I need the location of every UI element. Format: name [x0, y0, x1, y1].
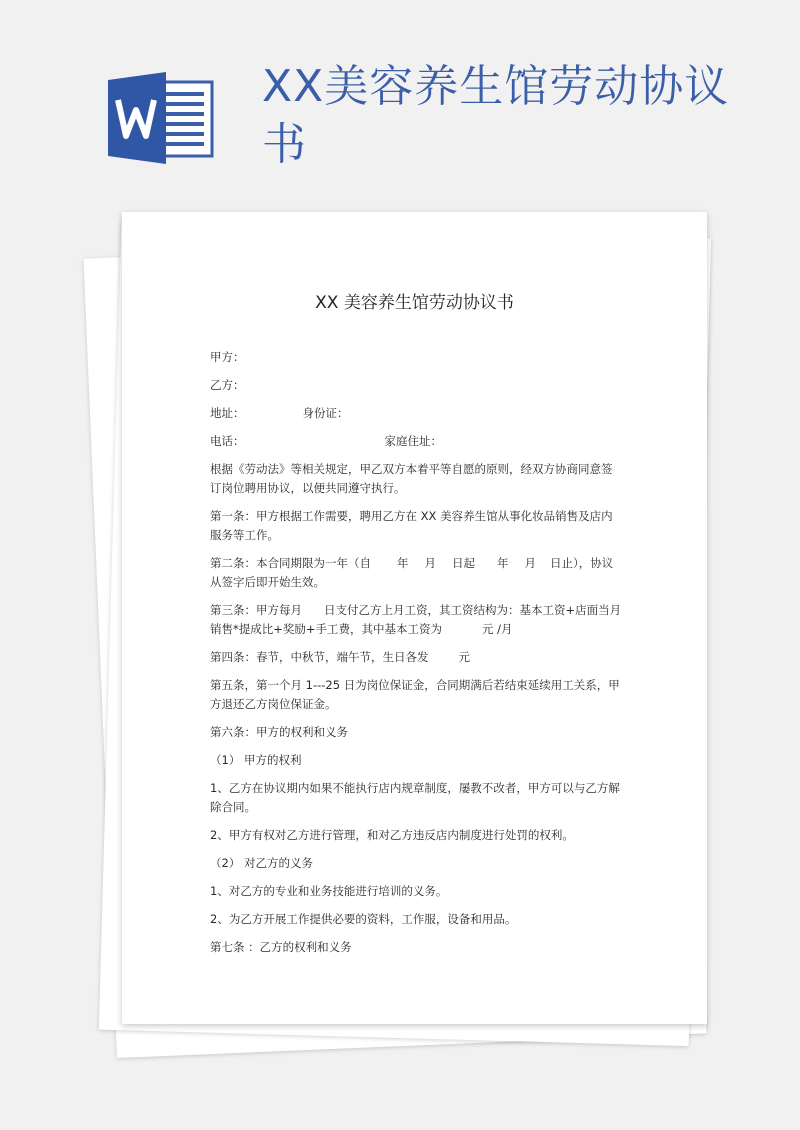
article-3-part: 元 /月 [482, 622, 513, 636]
id-card-label: 身份证： [302, 406, 349, 420]
article-6-section-2: （2） 对乙方的义务 [210, 856, 313, 870]
article-6-section-1: （1） 甲方的权利 [210, 753, 302, 767]
word-document-icon [108, 72, 216, 164]
article-3-part: 日支付乙方上月工资，其工资结构为：基本工资+店面当月销售*提成比+奖励+手工费，其中基本工资为 [210, 603, 622, 636]
article-2-part: 月 [524, 556, 536, 570]
article-2-part: 月 [424, 556, 436, 570]
article-6-item: 1、乙方在协议期内如果不能执行店内规章制度，屡教不改者，甲方可以与乙方解除合同。 [210, 781, 620, 814]
home-address-label: 家庭住址： [384, 434, 442, 448]
intro-paragraph: 根据《劳动法》等相关规定，甲乙双方本着平等自愿的原则，经双方协商同意签订岗位聘用协议，以便共同遵守执行。 [210, 462, 613, 495]
phone-line [210, 432, 622, 451]
article-4-part: 第四条：春节，中秋节，端午节，生日各发 [210, 650, 429, 664]
document-body [210, 348, 622, 966]
article-2-part: 年 [497, 556, 509, 570]
article-4 [210, 648, 622, 667]
article-2-part: 日起 [452, 556, 475, 570]
article-7: 第七条 ：乙方的权利和义务 [210, 940, 352, 954]
article-4-part: 元 [458, 650, 470, 664]
article-6: 第六条：甲方的权利和义务 [210, 725, 348, 739]
article-6-item: 1、对乙方的专业和业务技能进行培训的义务。 [210, 884, 448, 898]
party-a-line: 甲方： [210, 350, 245, 364]
article-2 [210, 554, 622, 592]
article-2-part: 日止），协议从签字后即开始生效。 [210, 556, 614, 589]
article-1: 第一条：甲方根据工作需要，聘用乙方在 XX 美容养生馆从事化妆品销售及店内服务等工作。 [210, 509, 613, 542]
article-6-item: 2、甲方有权对乙方进行管理，和对乙方违反店内制度进行处罚的权利。 [210, 828, 574, 842]
article-2-part: 年 [397, 556, 409, 570]
article-6-item: 2、为乙方开展工作提供必要的资料，工作服，设备和用品。 [210, 912, 517, 926]
article-3-part: 第三条：甲方每月 [210, 603, 302, 617]
article-5: 第五条，第一个月 1---25 日为岗位保证金，合同期满后若结束延续用工关系，甲方退还乙方岗位保证金。 [210, 678, 620, 711]
header-title: XX美容养生馆劳动协议书 [262, 61, 730, 170]
phone-label: 电话： [210, 434, 245, 448]
address-line [210, 404, 622, 423]
article-2-part: 第二条：本合同期限为一年（自 [210, 556, 371, 570]
document-title: XX 美容养生馆劳动协议书 [315, 293, 514, 313]
party-b-line: 乙方： [210, 378, 245, 392]
article-3 [210, 601, 622, 639]
address-label: 地址： [210, 406, 245, 420]
document-page [122, 212, 707, 1024]
